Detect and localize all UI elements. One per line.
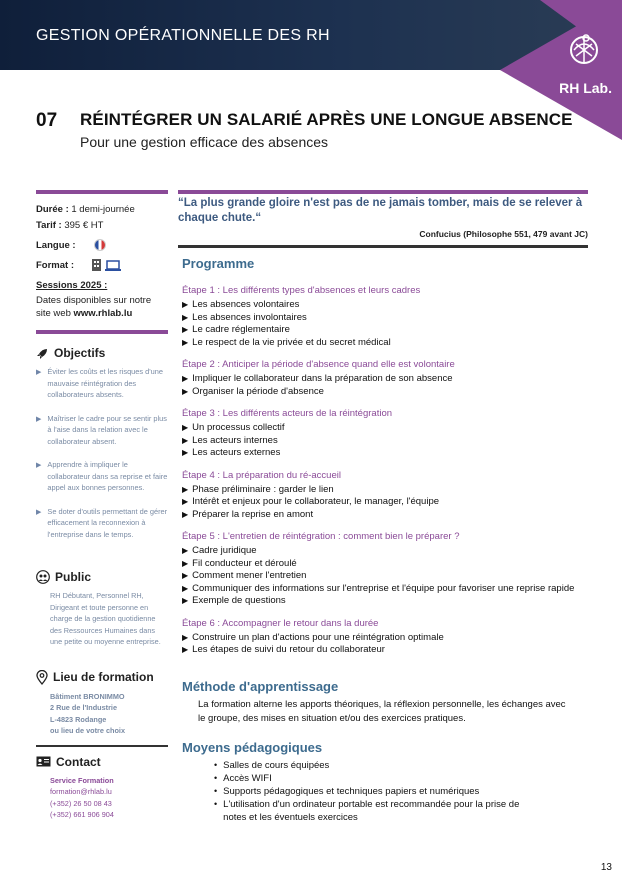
divider	[178, 245, 588, 248]
programme-heading: Programme	[182, 256, 255, 271]
lieu-line: Bâtiment BRONIMMO	[50, 691, 125, 701]
stage-item: ▶ Le cadre réglementaire	[182, 324, 290, 335]
public-text: RH Débutant, Personnel RH, Dirigeant et toute personne en charge de la gestion quotidienne des Ressources Humaines dans une petite ou moyenne entreprise.	[50, 591, 161, 646]
stage-item: ▶ Impliquer le collaborateur dans la préparation de son absence	[182, 373, 453, 384]
stage-item: ▶ Exemple de questions	[182, 595, 286, 606]
format-line: Format :	[36, 258, 168, 274]
page-number: 13	[600, 862, 612, 873]
divider	[178, 190, 588, 194]
list-item: • Supports pédagogiques et techniques papiers et numériques	[214, 785, 480, 797]
laptop-icon	[105, 261, 121, 271]
list-item: • L'utilisation d'un ordinateur portable est recommandée pour la prise de notes et les éventuels exercices	[214, 798, 520, 823]
stage-item: ▶ Les absences volontaires	[182, 299, 300, 310]
methode-heading: Méthode d'apprentissage	[182, 678, 339, 694]
list-item: • Salles de cours équipées	[214, 759, 330, 771]
objectifs-heading: Objectifs	[36, 346, 168, 360]
format-icons	[91, 258, 125, 272]
sessions-line: Sessions 2025 :	[36, 280, 108, 291]
stage-item: ▶ Le respect de la vie privée et du secret médical	[182, 336, 391, 348]
lieu-line: ou lieu de votre choix	[50, 726, 126, 735]
rocket-icon	[36, 347, 49, 360]
divider	[36, 190, 168, 194]
right-column	[178, 190, 588, 824]
people-icon	[36, 570, 50, 584]
french-flag-icon	[94, 239, 106, 251]
stage-item: ▶ Préparer la reprise en amont	[182, 508, 314, 520]
stage-item: ▶ Communiquer des informations sur l'entreprise et l'équipe pour favoriser une reprise rapide	[182, 582, 575, 594]
lieu-line: L-4823 Rodange	[50, 714, 107, 724]
list-item: • Accès WIFI	[214, 772, 272, 784]
stage-item: ▶ Construire un plan d'actions pour une réintégration optimale	[182, 631, 444, 643]
divider	[36, 330, 168, 334]
stage-title: Étape 3 : Les différents acteurs de la réintégration	[182, 408, 393, 419]
contact-phone[interactable]: (+352) 661 906 904	[50, 810, 114, 819]
stage-item: ▶ Les absences involontaires	[182, 311, 307, 323]
course-title: RÉINTÉGRER UN SALARIÉ APRÈS UNE LONGUE ABSENCE	[80, 110, 573, 129]
objectif-item: ▶ Se doter d'outils permettant de gérer efficacement la reconnexion à l'entreprise dans le temps.	[36, 506, 168, 539]
stage-block	[182, 531, 588, 608]
methode-text: La formation alterne les apports théoriques, la réflexion personnelle, les échanges avec le groupe, des mises en situation et/ou des exercices pratiques.	[198, 698, 566, 724]
stage-item: ▶ Les acteurs internes	[182, 434, 278, 446]
stage-block	[182, 470, 588, 522]
stage-item: ▶ Fil conducteur et déroulé	[182, 557, 297, 569]
stage-item: ▶ Intérêt et enjeux pour le collaborateur, le manager, l'équipe	[182, 496, 440, 507]
left-column	[36, 190, 168, 821]
contact-card-icon	[36, 756, 51, 767]
stage-title: Étape 5 : L'entretien de réintégration : comment bien le préparer ?	[182, 531, 460, 542]
objectif-item: ▶ Apprendre à impliquer le collaborateur dans sa reprise et faire appel aux bonnes personnes.	[36, 460, 168, 492]
stage-item: ▶ Les étapes de suivi du retour du collaborateur	[182, 644, 385, 655]
stage-item: ▶ Cadre juridique	[182, 545, 257, 556]
langue-line: Langue :	[36, 238, 168, 254]
objectif-item: ▶ Éviter les coûts et les risques d'une mauvaise réintégration des collaborateurs absents.	[36, 367, 164, 399]
location-pin-icon	[36, 670, 48, 685]
contact-email[interactable]: formation@rhlab.lu	[50, 787, 112, 796]
stage-title: Étape 6 : Accompagner le retour dans la durée	[182, 617, 379, 629]
quote-source: Confucius (Philosophe 551, 479 avant JC)	[419, 229, 588, 239]
site-link[interactable]: www.rhlab.lu	[73, 308, 133, 319]
sessions-text: Dates disponibles sur notre site web www.rhlab.lu	[36, 295, 152, 319]
moyens-heading: Moyens pédagogiques	[182, 739, 323, 755]
duree-line: Durée : 1 demi-journée	[36, 204, 135, 215]
brand-name: RH Lab.	[559, 80, 612, 96]
building-icon	[92, 259, 101, 271]
stage-item: ▶ Organiser la période d'absence	[182, 385, 324, 397]
stage-block	[182, 408, 588, 460]
stage-item: ▶ Un processus collectif	[182, 422, 285, 433]
contact-phone[interactable]: (+352) 26 50 08 43	[50, 798, 112, 808]
quote-text: “La plus grande gloire n'est pas de ne jamais tomber, mais de se relever à chaque chute.“	[178, 197, 583, 224]
stage-block	[182, 359, 588, 398]
stage-item: ▶ Phase préliminaire : garder le lien	[182, 483, 334, 495]
course-subtitle: Pour une gestion efficace des absences	[80, 134, 329, 150]
stage-item: ▶ Les acteurs externes	[182, 447, 281, 458]
objectif-item: ▶ Maîtriser le cadre pour se sentir plus à l'aise dans la relation avec le collaborateur absent.	[36, 413, 167, 446]
lieu-line: 2 Rue de l'Industrie	[50, 703, 118, 712]
lieu-heading: Lieu de formation	[36, 670, 168, 685]
stage-title: Étape 4 : La préparation du ré-accueil	[182, 469, 341, 481]
public-heading: Public	[36, 570, 168, 584]
course-number: 07	[36, 110, 58, 131]
stage-block	[182, 618, 588, 657]
stage-item: ▶ Comment mener l'entretien	[182, 570, 307, 581]
stage-title: Étape 2 : Anticiper la période d'absence quand elle est volontaire	[182, 359, 455, 370]
stage-title: Étape 1 : Les différents types d'absences et leurs cadres	[182, 285, 421, 296]
moyens-list	[214, 759, 588, 824]
tarif-line: Tarif : 395 € HT	[36, 220, 104, 231]
contact-service: Service Formation	[50, 775, 114, 785]
header-title: GESTION OPÉRATIONNELLE DES RH	[36, 27, 330, 44]
divider	[36, 745, 168, 747]
contact-heading: Contact	[36, 755, 168, 769]
stage-block	[182, 285, 588, 349]
